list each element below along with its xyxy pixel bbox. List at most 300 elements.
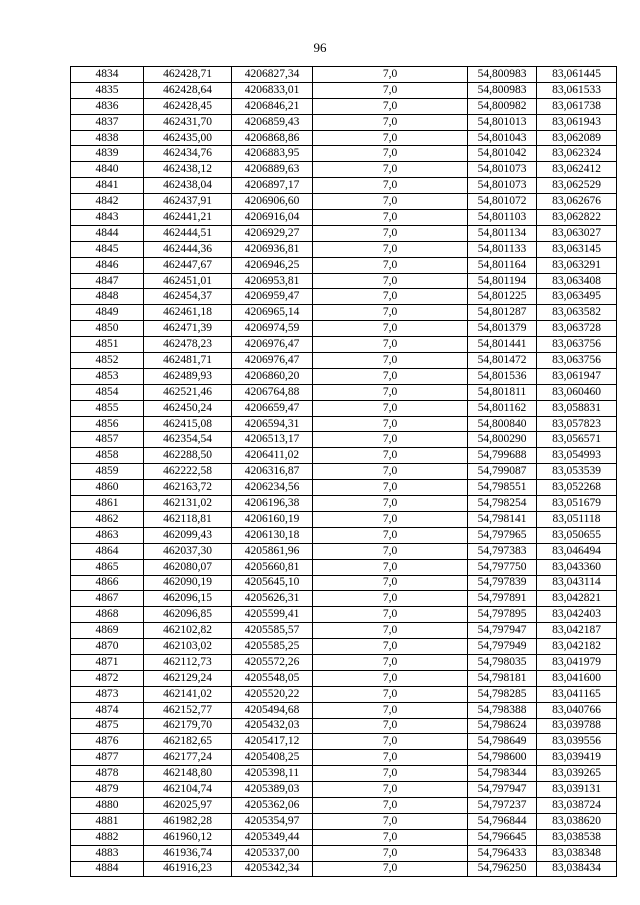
table-row [71,750,617,766]
table-cell: 462444,36 [144,241,232,257]
table-cell: 4864 [71,543,144,559]
table-cell: 7,0 [313,146,468,162]
table-cell: 54,798344 [468,766,537,782]
table-cell: 7,0 [313,98,468,114]
table-row [71,670,617,686]
table-cell: 7,0 [313,511,468,527]
table-cell: 7,0 [313,496,468,512]
table-cell: 7,0 [313,813,468,829]
table-cell: 54,797750 [468,559,537,575]
table-cell: 83,060460 [537,384,617,400]
table-cell: 83,054993 [537,448,617,464]
table-cell: 54,801194 [468,273,537,289]
table-cell: 462103,02 [144,639,232,655]
table-cell: 4854 [71,384,144,400]
table-row [71,337,617,353]
table-cell: 83,063756 [537,353,617,369]
table-cell: 4872 [71,670,144,686]
table-cell: 462481,71 [144,353,232,369]
table-cell: 462288,50 [144,448,232,464]
table-cell: 4206976,47 [232,353,313,369]
table-cell: 54,796433 [468,845,537,861]
table-cell: 462434,76 [144,146,232,162]
table-row [71,797,617,813]
page-number: 96 [313,40,327,55]
table-cell: 4846 [71,257,144,273]
table-cell: 462478,23 [144,337,232,353]
table-cell: 4206827,34 [232,67,313,83]
table-row [71,591,617,607]
table-cell: 462461,18 [144,305,232,321]
table-cell: 7,0 [313,623,468,639]
table-cell: 83,042182 [537,639,617,655]
table-cell: 462080,07 [144,559,232,575]
table-row [71,543,617,559]
table-cell: 4206936,81 [232,241,313,257]
table-cell: 54,799688 [468,448,537,464]
table-body [71,67,617,877]
table-cell: 4858 [71,448,144,464]
table-row [71,305,617,321]
table-cell: 7,0 [313,82,468,98]
table-row [71,289,617,305]
table-cell: 4206974,59 [232,321,313,337]
table-cell: 7,0 [313,797,468,813]
table-cell: 4205362,06 [232,797,313,813]
table-cell: 462521,46 [144,384,232,400]
table-cell: 54,800840 [468,416,537,432]
table-row [71,559,617,575]
table-cell: 7,0 [313,273,468,289]
table-cell: 54,798624 [468,718,537,734]
table-cell: 83,063728 [537,321,617,337]
table-row [71,130,617,146]
table-cell: 83,039131 [537,782,617,798]
table-row [71,654,617,670]
table-cell: 462177,24 [144,750,232,766]
table-cell: 7,0 [313,225,468,241]
table-cell: 54,797237 [468,797,537,813]
table-cell: 4206859,43 [232,114,313,130]
table-cell: 7,0 [313,829,468,845]
table-cell: 54,800982 [468,98,537,114]
table-cell: 462099,43 [144,527,232,543]
table-cell: 462428,64 [144,82,232,98]
table-cell: 4859 [71,464,144,480]
table-cell: 462428,71 [144,67,232,83]
table-cell: 4206860,20 [232,368,313,384]
table-cell: 54,801379 [468,321,537,337]
table-cell: 54,801164 [468,257,537,273]
table-cell: 4876 [71,734,144,750]
table-row [71,384,617,400]
table-cell: 54,796645 [468,829,537,845]
table-cell: 462118,81 [144,511,232,527]
table-cell: 4205389,03 [232,782,313,798]
table-cell: 4206897,17 [232,178,313,194]
table-cell: 4206196,38 [232,496,313,512]
table-cell: 83,038434 [537,861,617,877]
table-cell: 462096,15 [144,591,232,607]
table-row [71,845,617,861]
table-cell: 7,0 [313,194,468,210]
table-cell: 462090,19 [144,575,232,591]
table-cell: 7,0 [313,750,468,766]
table-cell: 4878 [71,766,144,782]
table-cell: 4884 [71,861,144,877]
table-cell: 83,063582 [537,305,617,321]
table-cell: 4862 [71,511,144,527]
table-cell: 4836 [71,98,144,114]
table-cell: 83,057823 [537,416,617,432]
table-cell: 54,797895 [468,607,537,623]
table-cell: 462131,02 [144,496,232,512]
table-cell: 7,0 [313,257,468,273]
table-cell: 7,0 [313,241,468,257]
table-cell: 461960,12 [144,829,232,845]
table-cell: 4867 [71,591,144,607]
table-cell: 54,797839 [468,575,537,591]
table-row [71,368,617,384]
table-row [71,225,617,241]
table-cell: 4851 [71,337,144,353]
table-row [71,607,617,623]
table-cell: 54,797947 [468,782,537,798]
table-cell: 461982,28 [144,813,232,829]
table-row [71,527,617,543]
table-cell: 462354,54 [144,432,232,448]
table-cell: 462438,04 [144,178,232,194]
table-cell: 7,0 [313,607,468,623]
table-cell: 4206906,60 [232,194,313,210]
table-cell: 7,0 [313,718,468,734]
table-cell: 54,797383 [468,543,537,559]
table-cell: 7,0 [313,178,468,194]
table-cell: 83,061947 [537,368,617,384]
table-cell: 7,0 [313,337,468,353]
table-row [71,432,617,448]
table-cell: 54,801811 [468,384,537,400]
table-cell: 7,0 [313,639,468,655]
table-cell: 4844 [71,225,144,241]
table-cell: 462222,58 [144,464,232,480]
table-cell: 54,801073 [468,178,537,194]
table-cell: 7,0 [313,527,468,543]
table-cell: 54,801134 [468,225,537,241]
table-cell: 7,0 [313,766,468,782]
table-cell: 4857 [71,432,144,448]
table-cell: 54,801043 [468,130,537,146]
table-cell: 4849 [71,305,144,321]
table-row [71,782,617,798]
table-cell: 462451,01 [144,273,232,289]
table-cell: 83,038620 [537,813,617,829]
table-cell: 54,798181 [468,670,537,686]
table-cell: 54,800983 [468,82,537,98]
table-cell: 4855 [71,400,144,416]
table-cell: 83,062676 [537,194,617,210]
table-cell: 54,801073 [468,162,537,178]
table-cell: 4877 [71,750,144,766]
table-cell: 54,798551 [468,480,537,496]
table-cell: 54,798600 [468,750,537,766]
table-cell: 4206976,47 [232,337,313,353]
table-row [71,623,617,639]
table-cell: 54,798285 [468,686,537,702]
table-cell: 54,801103 [468,210,537,226]
table-row [71,639,617,655]
table-cell: 461936,74 [144,845,232,861]
table-row [71,511,617,527]
table-cell: 83,061738 [537,98,617,114]
table-cell: 462037,30 [144,543,232,559]
table-row [71,766,617,782]
table-cell: 83,041165 [537,686,617,702]
table-row [71,400,617,416]
table-cell: 7,0 [313,130,468,146]
table-cell: 4206946,25 [232,257,313,273]
table-cell: 462415,08 [144,416,232,432]
table-cell: 462447,67 [144,257,232,273]
table-cell: 4206833,01 [232,82,313,98]
table-cell: 7,0 [313,543,468,559]
table-cell: 83,061445 [537,67,617,83]
table-cell: 83,043360 [537,559,617,575]
table-cell: 462437,91 [144,194,232,210]
table-cell: 4205432,03 [232,718,313,734]
table-row [71,686,617,702]
table-row [71,146,617,162]
table-cell: 83,062529 [537,178,617,194]
table-cell: 462141,02 [144,686,232,702]
table-cell: 7,0 [313,670,468,686]
table-cell: 462179,70 [144,718,232,734]
table-cell: 4881 [71,813,144,829]
table-row [71,702,617,718]
table-cell: 4875 [71,718,144,734]
table-cell: 54,800290 [468,432,537,448]
table-cell: 54,801013 [468,114,537,130]
table-cell: 4850 [71,321,144,337]
table-cell: 461916,23 [144,861,232,877]
table-cell: 462096,85 [144,607,232,623]
table-cell: 7,0 [313,702,468,718]
table-cell: 4860 [71,480,144,496]
table-row [71,480,617,496]
table-cell: 83,063408 [537,273,617,289]
table-cell: 83,061533 [537,82,617,98]
table-cell: 4865 [71,559,144,575]
table-cell: 54,798254 [468,496,537,512]
table-cell: 83,041600 [537,670,617,686]
table-cell: 462441,21 [144,210,232,226]
table-cell: 7,0 [313,686,468,702]
table-cell: 4882 [71,829,144,845]
table-cell: 83,051679 [537,496,617,512]
table-cell: 4206965,14 [232,305,313,321]
table-cell: 4206916,04 [232,210,313,226]
table-cell: 7,0 [313,162,468,178]
table-cell: 4205520,22 [232,686,313,702]
table-cell: 83,063145 [537,241,617,257]
table-row [71,861,617,877]
table-row [71,829,617,845]
table-cell: 4852 [71,353,144,369]
table-cell: 462444,51 [144,225,232,241]
table-cell: 54,801472 [468,353,537,369]
table-cell: 83,039788 [537,718,617,734]
table-cell: 4883 [71,845,144,861]
table-cell: 4856 [71,416,144,432]
table-cell: 4868 [71,607,144,623]
table-row [71,257,617,273]
table-cell: 54,801133 [468,241,537,257]
table-cell: 7,0 [313,734,468,750]
table-cell: 4205494,68 [232,702,313,718]
table-cell: 4841 [71,178,144,194]
table-cell: 54,796250 [468,861,537,877]
table-cell: 4205645,10 [232,575,313,591]
table-cell: 4834 [71,67,144,83]
table-cell: 4205349,44 [232,829,313,845]
table-cell: 83,040766 [537,702,617,718]
table-cell: 7,0 [313,591,468,607]
table-cell: 54,798649 [468,734,537,750]
table-cell: 83,063291 [537,257,617,273]
table-cell: 83,050655 [537,527,617,543]
table-cell: 83,038538 [537,829,617,845]
table-cell: 4873 [71,686,144,702]
table-cell: 83,058831 [537,400,617,416]
table-cell: 83,042403 [537,607,617,623]
table-cell: 4205337,00 [232,845,313,861]
table-cell: 54,801225 [468,289,537,305]
table-cell: 462428,45 [144,98,232,114]
table-cell: 4205354,97 [232,813,313,829]
table-cell: 462450,24 [144,400,232,416]
table-cell: 462148,80 [144,766,232,782]
table-cell: 462129,24 [144,670,232,686]
table-cell: 4843 [71,210,144,226]
table-cell: 4205417,12 [232,734,313,750]
table-cell: 7,0 [313,845,468,861]
table-cell: 83,039556 [537,734,617,750]
table-row [71,194,617,210]
table-cell: 4838 [71,130,144,146]
table-cell: 7,0 [313,353,468,369]
table-cell: 83,063756 [537,337,617,353]
table-cell: 83,038724 [537,797,617,813]
table-row [71,416,617,432]
table-cell: 7,0 [313,305,468,321]
table-cell: 54,797965 [468,527,537,543]
table-cell: 7,0 [313,448,468,464]
table-cell: 462489,93 [144,368,232,384]
table-cell: 4205548,05 [232,670,313,686]
table-cell: 83,053539 [537,464,617,480]
table-row [71,82,617,98]
table-cell: 7,0 [313,321,468,337]
table-cell: 4839 [71,146,144,162]
table-row [71,321,617,337]
table-cell: 83,043114 [537,575,617,591]
table-row [71,734,617,750]
table-cell: 4205861,96 [232,543,313,559]
table-cell: 7,0 [313,575,468,591]
table-cell: 4205660,81 [232,559,313,575]
table-cell: 462454,37 [144,289,232,305]
table-row [71,241,617,257]
table-cell: 4869 [71,623,144,639]
table-cell: 54,797949 [468,639,537,655]
table-cell: 4871 [71,654,144,670]
table-cell: 83,041979 [537,654,617,670]
table-cell: 4206234,56 [232,480,313,496]
table-row [71,718,617,734]
table-row [71,496,617,512]
table-cell: 4205342,34 [232,861,313,877]
table-row [71,464,617,480]
table-cell: 7,0 [313,384,468,400]
table-cell: 83,063495 [537,289,617,305]
table-cell: 4206411,02 [232,448,313,464]
table-row [71,114,617,130]
table-cell: 4842 [71,194,144,210]
table-cell: 4206659,47 [232,400,313,416]
table-cell: 4206929,27 [232,225,313,241]
table-cell: 4205599,41 [232,607,313,623]
table-cell: 83,063027 [537,225,617,241]
table-cell: 4863 [71,527,144,543]
table-cell: 54,799087 [468,464,537,480]
table-cell: 54,796844 [468,813,537,829]
table-cell: 7,0 [313,559,468,575]
table-cell: 83,062324 [537,146,617,162]
table-cell: 462182,65 [144,734,232,750]
table-cell: 7,0 [313,67,468,83]
table-cell: 54,801287 [468,305,537,321]
table-cell: 83,062412 [537,162,617,178]
table-cell: 7,0 [313,114,468,130]
table-cell: 83,051118 [537,511,617,527]
table-cell: 4870 [71,639,144,655]
table-cell: 7,0 [313,464,468,480]
table-cell: 4840 [71,162,144,178]
table-cell: 4206594,31 [232,416,313,432]
table-cell: 4205572,26 [232,654,313,670]
table-cell: 4206846,21 [232,98,313,114]
table-cell: 4837 [71,114,144,130]
table-cell: 4848 [71,289,144,305]
table-cell: 83,062822 [537,210,617,226]
table-cell: 83,061943 [537,114,617,130]
table-cell: 54,801162 [468,400,537,416]
table-cell: 54,800983 [468,67,537,83]
table-cell: 7,0 [313,432,468,448]
table-cell: 4205585,25 [232,639,313,655]
table-cell: 54,798141 [468,511,537,527]
table-cell: 83,039419 [537,750,617,766]
table-cell: 4845 [71,241,144,257]
table-cell: 83,062089 [537,130,617,146]
table-row [71,178,617,194]
table-row [71,353,617,369]
table-cell: 4205398,11 [232,766,313,782]
coordinates-table [70,66,617,877]
table-cell: 462102,82 [144,623,232,639]
table-cell: 4206160,19 [232,511,313,527]
table-cell: 54,797891 [468,591,537,607]
